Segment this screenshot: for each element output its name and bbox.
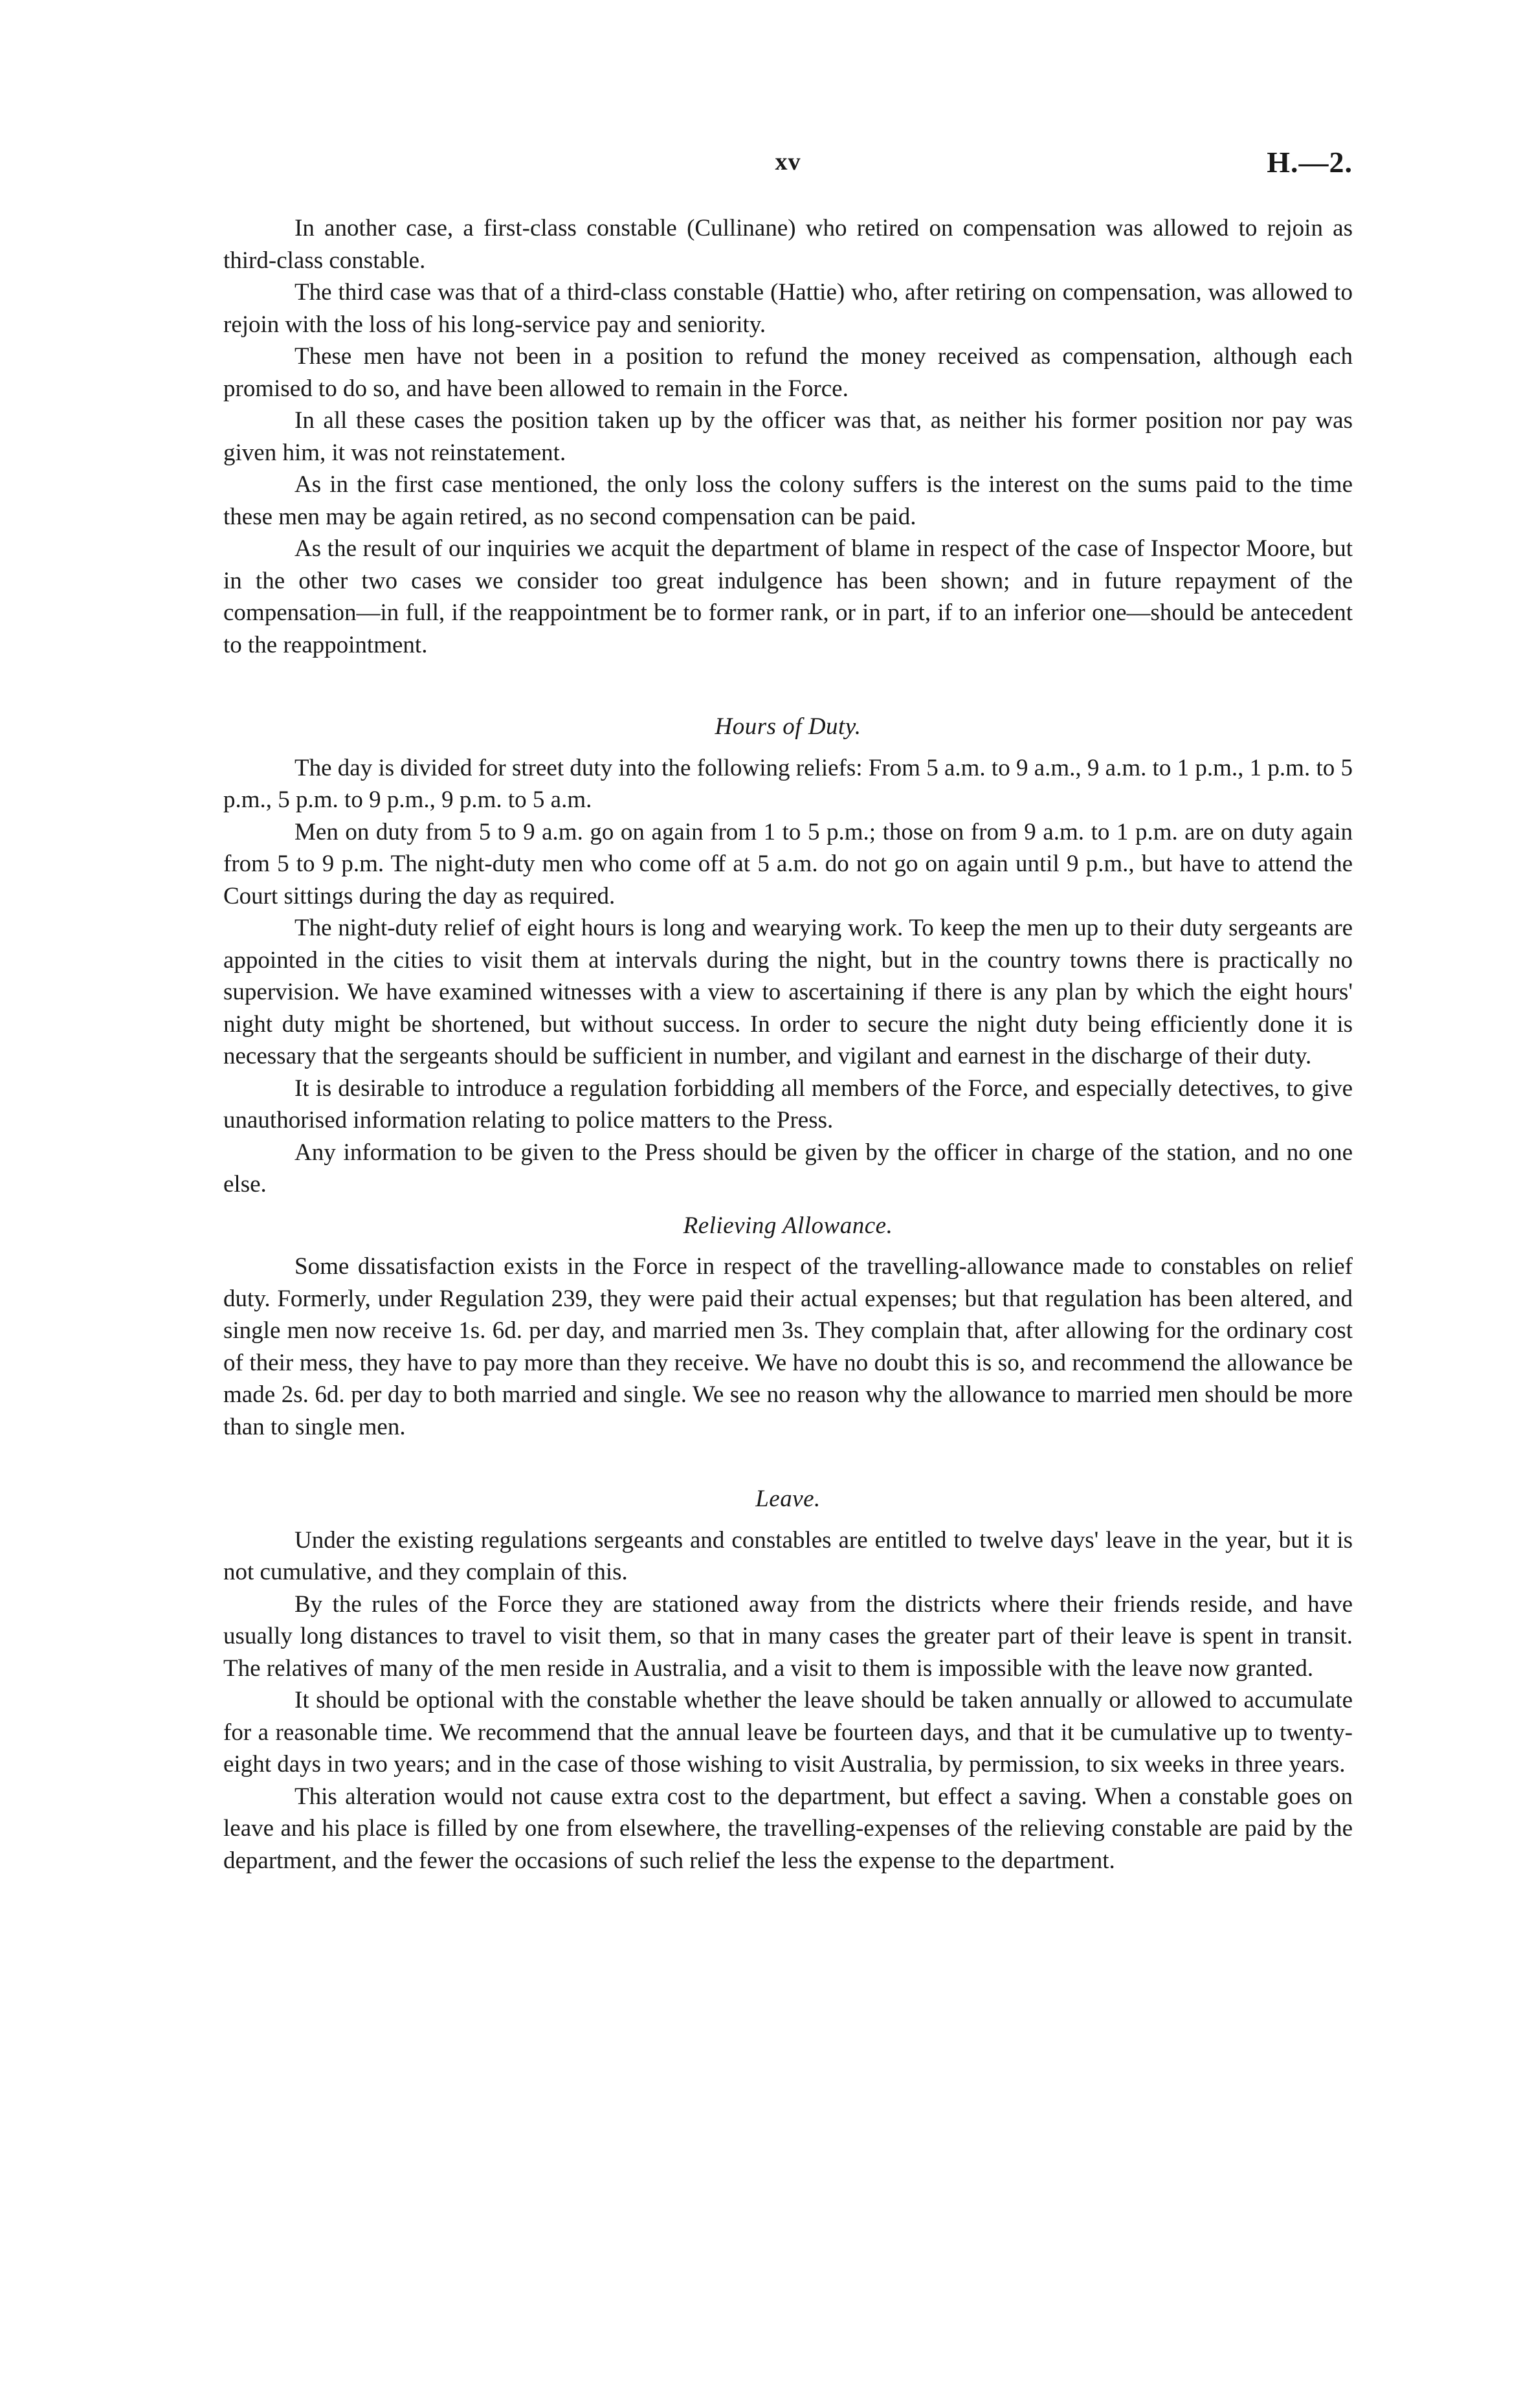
paragraph: This alteration would not cause extra cost to the department, but effect a saving. When a constable goes on leave and his place is filled by one from elsewhere, the travelling-expenses of the relieving constable are paid by the department, and the fewer the occasions of such relief the less the expense to the department. xyxy=(223,1783,1353,1874)
document-body xyxy=(223,212,1353,1877)
paragraph: The night-duty relief of eight hours is long and wearying work. To keep the men up to their duty sergeants are appointed in the cities to visit them at intervals during the night, but in the country towns there is practically no supervision. We have examined witnesses with a view to ascertaining if there is any plan by which the eight hours' night duty might be shortened, but without success. In order to secure the night duty being efficiently done it is necessary that the sergeants should be sufficient in number, and vigilant and earnest in the discharge of their duty. xyxy=(223,915,1353,1069)
paragraph: These men have not been in a position to refund the money received as compensation, although each promised to do so, and have been allowed to remain in the Force. xyxy=(223,343,1353,402)
section-hours-of-duty xyxy=(223,711,1353,1201)
page-header xyxy=(223,148,1353,186)
document-reference: H.—2. xyxy=(1267,146,1353,179)
page-number: xv xyxy=(775,148,801,175)
paragraph: By the rules of the Force they are stationed away from the districts where their friends reside, and have usually long distances to travel to visit them, so that in many cases the greater part of their leave is spent in transit. The relatives of many of the men reside in Australia, and a visit to them is impossible with the leave now granted. xyxy=(223,1590,1353,1682)
section-heading-leave: Leave. xyxy=(755,1486,821,1512)
paragraph: Men on duty from 5 to 9 a.m. go on again from 1 to 5 p.m.; those on from 9 a.m. to 1 p.m. are on duty again from 5 to 9 p.m. The night-duty men who come off at 5 a.m. do not go on again until 9 p.m., but have to attend the Court sittings during the day as required. xyxy=(223,818,1353,909)
paragraph: It is desirable to introduce a regulation forbidding all members of the Force, and especially detectives, to give unauthorised information relating to police matters to the Press. xyxy=(223,1075,1353,1133)
section-heading-relieving-allowance: Relieving Allowance. xyxy=(683,1212,893,1239)
paragraph: The third case was that of a third-class constable (Hattie) who, after retiring on compensation, was allowed to rejoin with the loss of his long-service pay and seniority. xyxy=(223,279,1353,338)
section-leave xyxy=(223,1483,1353,1877)
paragraph: In all these cases the position taken up by the officer was that, as neither his former position nor pay was given him, it was not reinstatement. xyxy=(223,407,1353,466)
paragraph: As in the first case mentioned, the only loss the colony suffers is the interest on the sums paid to the time these men may be again retired, as no second compensation can be paid. xyxy=(223,471,1353,530)
paragraph: The day is divided for street duty into the following reliefs: From 5 a.m. to 9 a.m., 9 a.m. to 1 p.m., 1 p.m. to 5 p.m., 5 p.m. to 9 p.m., 9 p.m. to 5 a.m. xyxy=(223,754,1353,813)
paragraph: It should be optional with the constable whether the leave should be taken annually or allowed to accumulate for a reasonable time. We recommend that the annual leave be fourteen days, and that it be cumulative up to twenty-eight days in two years; and in the case of those wishing to visit Australia, by permission, to six weeks in three years. xyxy=(223,1687,1353,1778)
paragraph: As the result of our inquiries we acquit the department of blame in respect of the case of Inspector Moore, but in the other two cases we consider too great indulgence has been shown; and in future repayment of the compensation—in full, if the reappointment be to former rank, or in part, if to an inferior one—should be antecedent to the reappointment. xyxy=(223,535,1353,658)
paragraph: Under the existing regulations sergeants and constables are entitled to twelve days' leave in the year, but it is not cumulative, and they complain of this. xyxy=(223,1526,1353,1585)
paragraph: In another case, a first-class constable (Cullinane) who retired on compensation was allowed to rejoin as third-class constable. xyxy=(223,215,1353,274)
section-relieving-allowance xyxy=(223,1210,1353,1444)
section-heading-hours-of-duty: Hours of Duty. xyxy=(715,713,861,740)
paragraph: Some dissatisfaction exists in the Force in respect of the travelling-allowance made to constables on relief duty. Formerly, under Regulation 239, they were paid their actual expenses; but that regulation has been altered, and single men now receive 1s. 6d. per day, and married men 3s. They complain that, after allowing for the ordinary cost of their mess, they have to pay more than they receive. We have no doubt this is so, and recommend the allowance be made 2s. 6d. per day to both married and single. We see no reason why the allowance to married men should be more than to single men. xyxy=(223,1253,1353,1440)
paragraph: Any information to be given to the Press should be given by the officer in charge of the station, and no one else. xyxy=(223,1139,1353,1198)
